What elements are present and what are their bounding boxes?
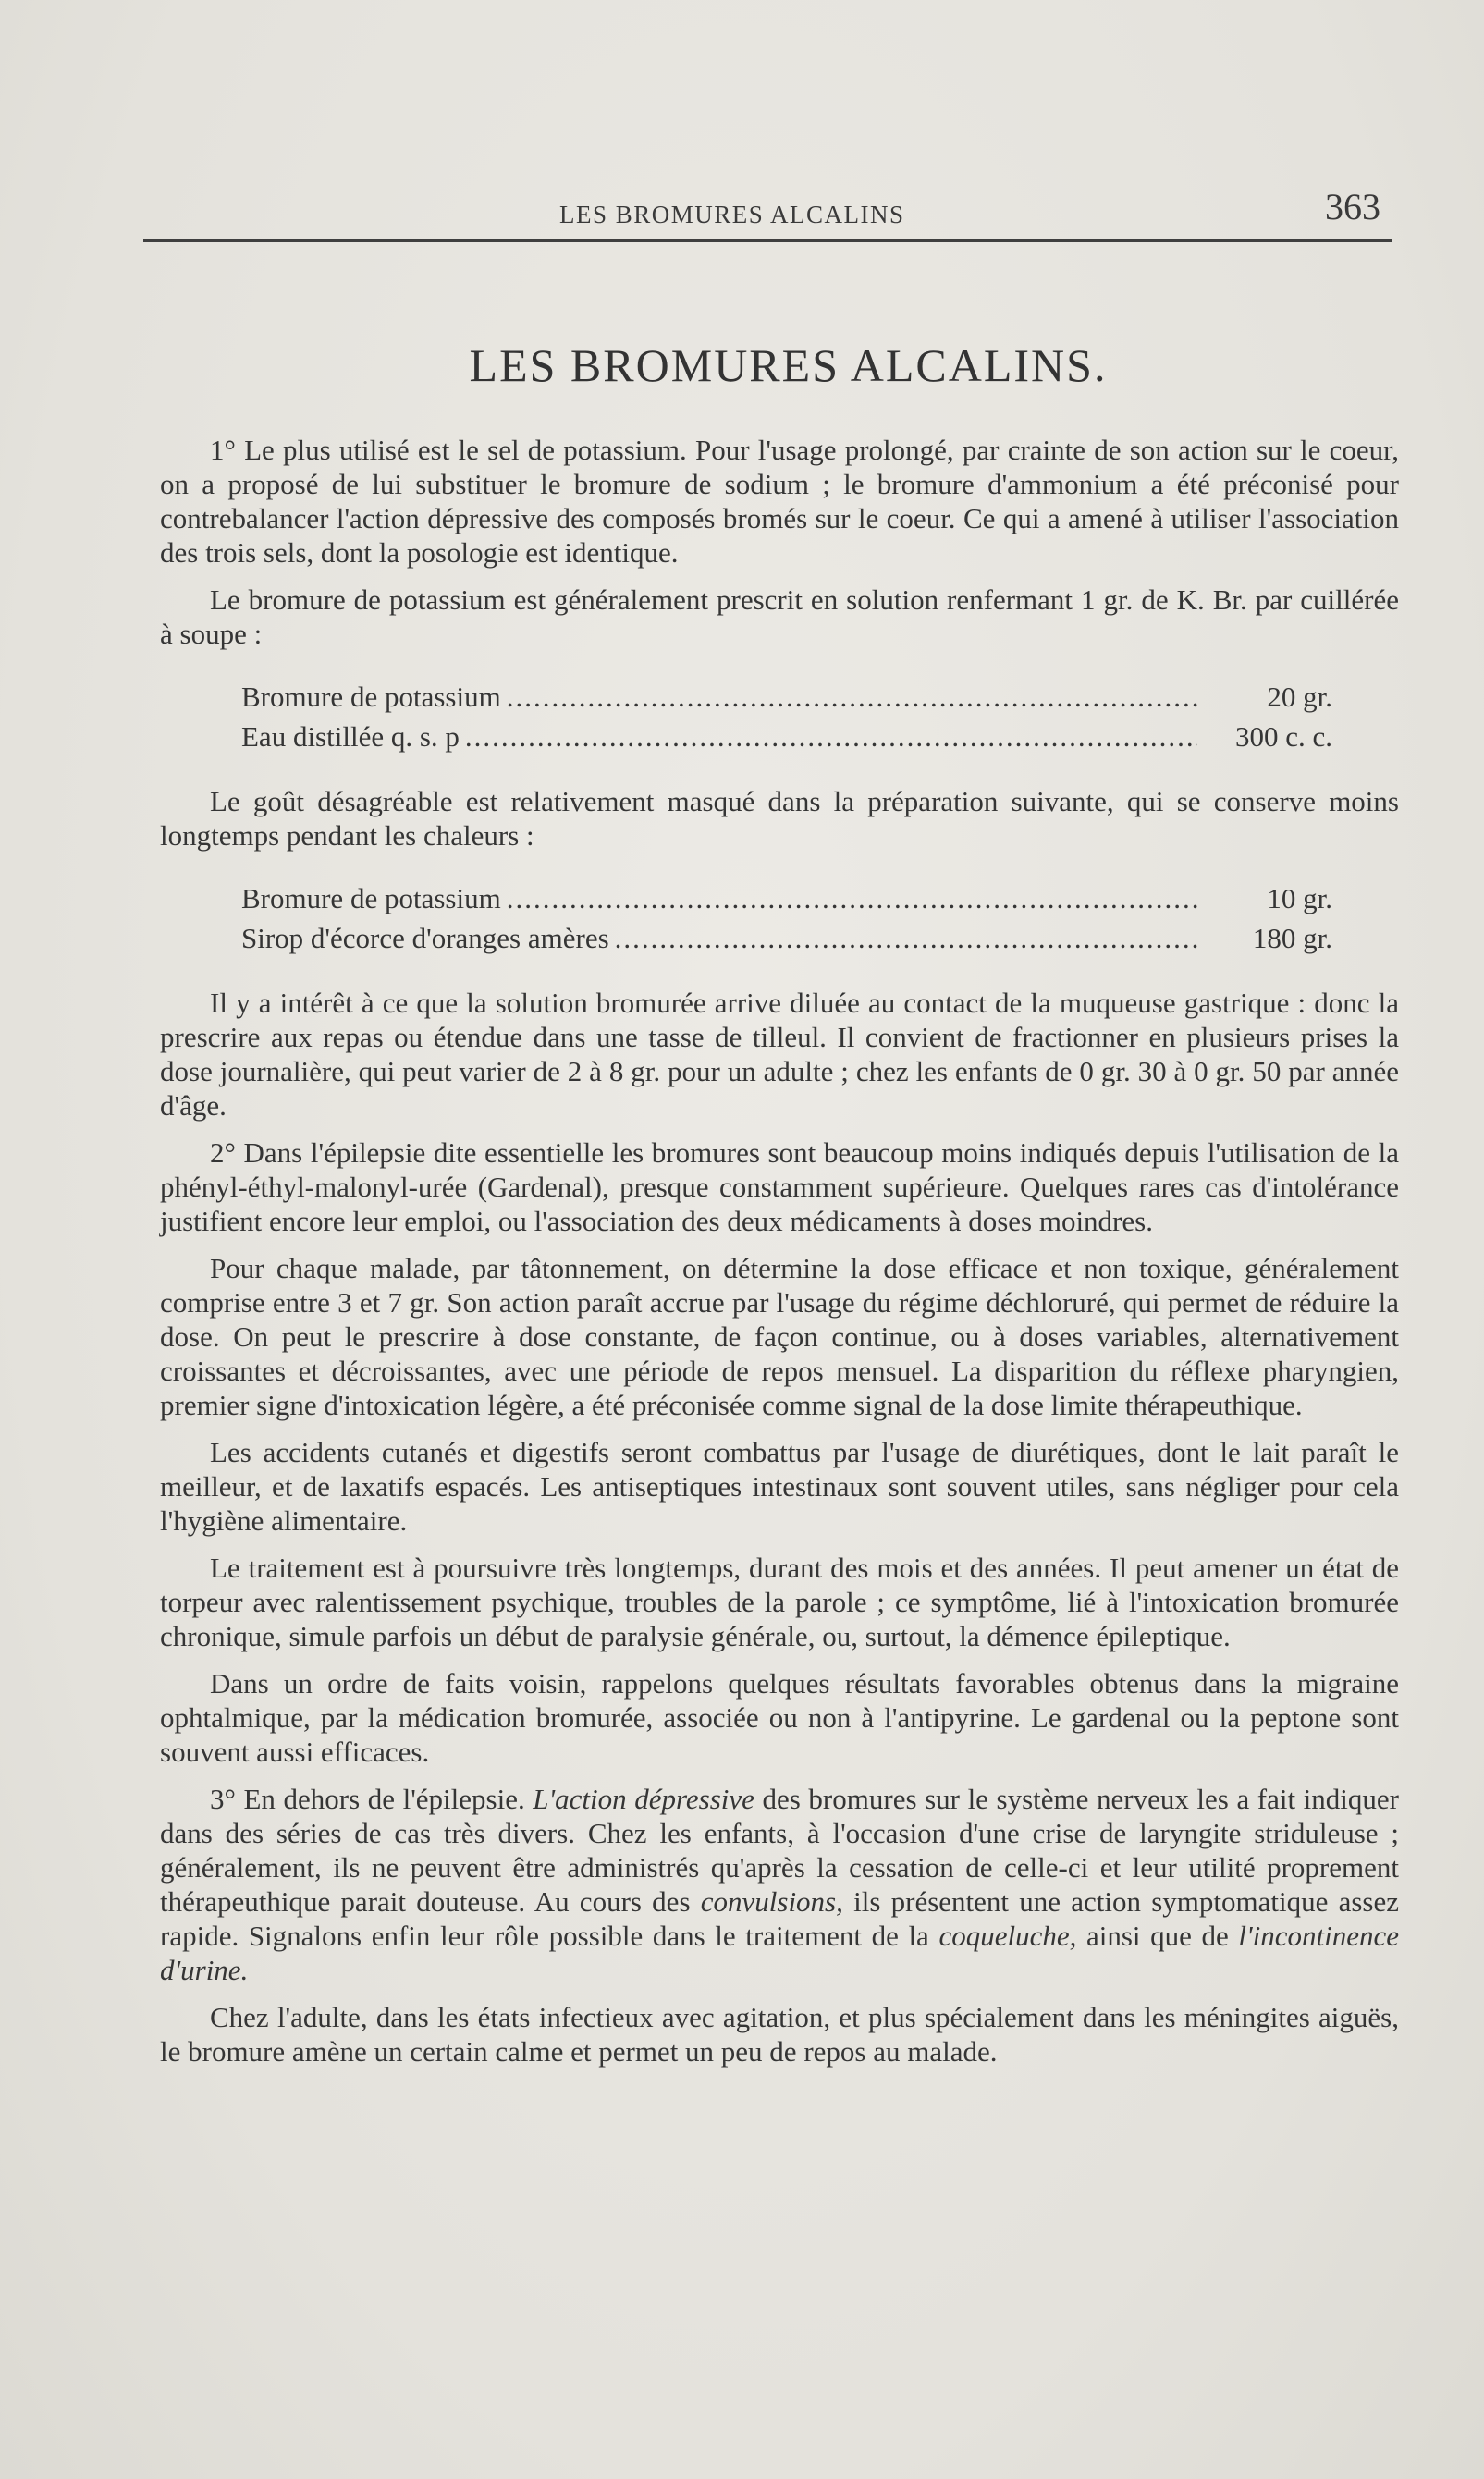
paragraph-9: Dans un ordre de faits voisin, rappelons quelques résultats favorables obtenus dans la migraine ophtalmique, par la médication bromurée, associée ou non à l'antipyrine. Le gardenal ou la peptone sont souvent aussi efficaces. <box>160 1667 1399 1768</box>
leader-dots <box>507 878 1197 918</box>
running-title: LES BROMURES ALCALINS <box>559 201 905 228</box>
recipe-row <box>241 918 1332 958</box>
emphasis-coqueluche: coqueluche, <box>938 1920 1077 1952</box>
page-number: 363 <box>1325 186 1380 227</box>
ingredient-quantity: 300 c. c. <box>1234 720 1332 753</box>
leader-dots <box>507 677 1197 717</box>
paragraph-10-text-b: des bromures sur le système nerveux les a fait indiquer dans des séries de cas très divers. Chez les enfants, à l'occasion d'une crise de laryngite striduleuse ; généralement, ils ne peuvent être administrés qu'après la cessation de celle-ci et leur utilité proprement thérapeuthique parait douteuse. Au cours des <box>160 1783 1399 1918</box>
header-rule <box>143 239 1392 242</box>
ingredient-quantity: 180 gr. <box>1252 922 1332 954</box>
body-text <box>160 433 1399 2081</box>
paragraph-2: Le bromure de potassium est généralement prescrit en solution renfermant 1 gr. de K. Br. par cuillérée à soupe : <box>160 583 1399 650</box>
paragraph-10 <box>160 1782 1399 1987</box>
paragraph-10-text-d: ainsi que de <box>1076 1920 1239 1952</box>
paragraph-1: 1° Le plus utilisé est le sel de potassium. Pour l'usage prolongé, par crainte de son action sur le coeur, on a proposé de lui substituer le bromure de sodium ; le bromure d'ammonium a été préconisé pour contrebalancer l'action dépressive des composés bromés sur le coeur. Ce qui a amené à utiliser l'association des trois sels, dont la posologie est identique. <box>160 434 1399 569</box>
ingredient-quantity: 10 gr. <box>1267 882 1332 914</box>
recipe-row <box>241 677 1332 717</box>
leader-dots <box>615 918 1197 958</box>
ingredient-name: Bromure de potassium <box>241 882 501 914</box>
paragraph-6: Pour chaque malade, par tâtonnement, on détermine la dose efficace et non toxique, généralement comprise entre 3 et 7 gr. Son action paraît accrue par l'usage du régime déchloruré, qui permet de réduire la dose. On peut le prescrire à dose constante, de façon continue, ou à doses variables, alternativement croissantes et décroissantes, avec une période de repos mensuel. La disparition du réflexe pharyngien, premier signe d'intoxication légère, a été préconisée comme signal de la dose limite thérapeuthique. <box>160 1252 1399 1421</box>
paragraph-10-text-a: 3° En dehors de l'épilepsie. <box>210 1783 534 1815</box>
paragraph-3: Le goût désagréable est relativement masqué dans la préparation suivante, qui se conserve moins longtemps pendant les chaleurs : <box>160 785 1399 852</box>
paragraph-8: Le traitement est à poursuivre très longtemps, durant des mois et des années. Il peut amener un état de torpeur avec ralentissement psychique, troubles de la parole ; ce symptôme, lié à l'intoxication bromurée chronique, simule parfois un début de paralysie générale, ou, surtout, la démence épileptique. <box>160 1552 1399 1652</box>
chapter-title: LES BROMURES ALCALINS. <box>469 339 1108 391</box>
emphasis-convulsions: convulsions, <box>700 1885 843 1918</box>
paragraph-7: Les accidents cutanés et digestifs seront combattus par l'usage de diurétiques, dont le lait paraît le meilleur, et de laxatifs espacés. Les antiseptiques intestinaux sont souvent utiles, sans négliger pour cela l'hygiène alimentaire. <box>160 1436 1399 1537</box>
running-head <box>143 180 1392 245</box>
paragraph-11: Chez l'adulte, dans les états infectieux avec agitation, et plus spécialement dans les méningites aiguës, le bromure amène un certain calme et permet un peu de repos au malade. <box>160 2001 1399 2068</box>
emphasis-action-depressive: L'action dépressive <box>533 1783 754 1815</box>
ingredient-name: Bromure de potassium <box>241 681 501 713</box>
leader-dots <box>465 717 1197 756</box>
emphasis-incontinence: l'incontinence d'urine. <box>160 1920 1399 1986</box>
ingredient-name: Sirop d'écorce d'oranges amères <box>241 922 609 954</box>
paragraph-10-text-c: ils présentent une action symptomatique assez rapide. Signalons enfin leur rôle possible dans le traitement de la <box>160 1885 1399 1952</box>
recipe-row <box>241 878 1332 918</box>
ingredient-quantity: 20 gr. <box>1267 681 1332 713</box>
recipe-row <box>241 717 1332 756</box>
recipe-2 <box>160 878 1332 958</box>
ingredient-name: Eau distillée q. s. p <box>241 720 460 753</box>
paragraph-5: 2° Dans l'épilepsie dite essentielle les bromures sont beaucoup moins indiqués depuis l'utilisation de la phényl-éthyl-malonyl-urée (Gardenal), presque constamment supérieure. Quelques rares cas d'intolérance justifient encore leur emploi, ou l'association des deux médicaments à doses moindres. <box>160 1136 1399 1237</box>
paragraph-4: Il y a intérêt à ce que la solution bromurée arrive diluée au contact de la muqueuse gastrique : donc la prescrire aux repas ou étendue dans une tasse de tilleul. Il convient de fractionner en plusieurs prises la dose journalière, qui peut varier de 2 à 8 gr. pour un adulte ; chez les enfants de 0 gr. 30 à 0 gr. 50 par année d'âge. <box>160 987 1399 1122</box>
recipe-1 <box>160 677 1332 756</box>
